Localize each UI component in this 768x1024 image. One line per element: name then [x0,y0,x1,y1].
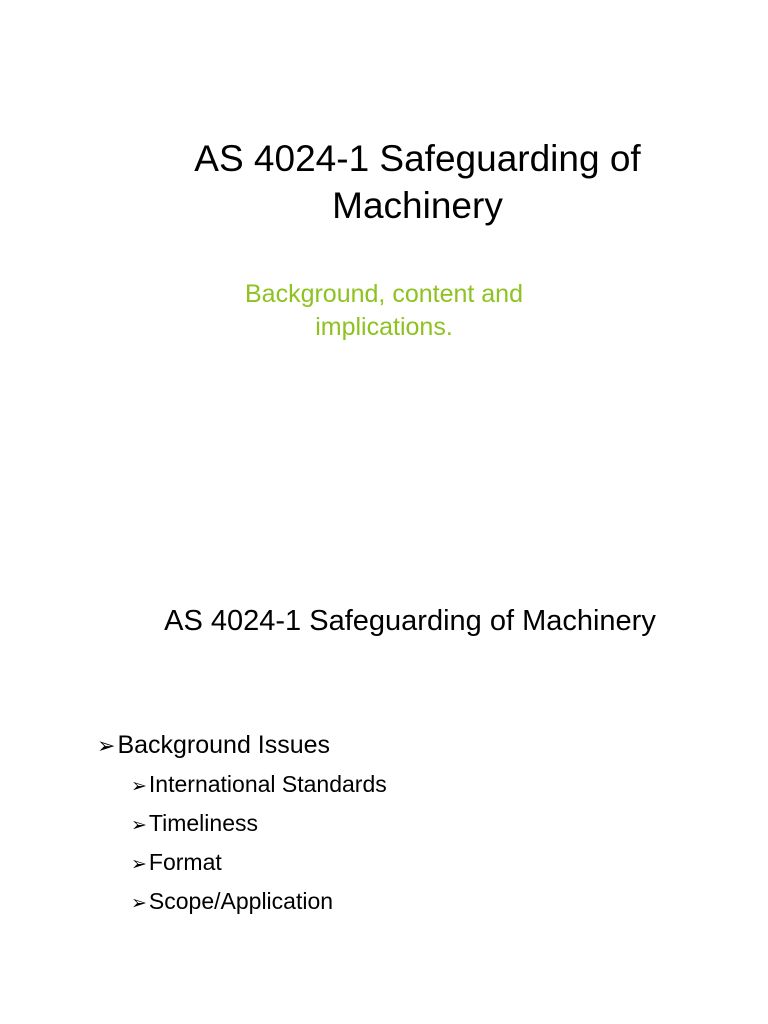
bullet-text: Background Issues [117,731,331,759]
sub-bullet-item [131,844,387,883]
slide-content [0,512,768,1024]
slide-subtitle: Background, content and implications. [245,280,523,341]
sub-bullet-text: Format [148,849,222,875]
slide-title-heading: AS 4024-1 Safeguarding of Machinery [194,138,641,226]
sub-bullet-list [97,766,387,922]
arrow-bullet-icon: ➢ [131,815,147,836]
bullet-item [97,727,387,922]
arrow-bullet-icon: ➢ [131,854,147,875]
sub-bullet-item [131,883,387,922]
sub-bullet-item [131,766,387,805]
sub-bullet-item [131,805,387,844]
arrow-bullet-icon: ➢ [97,733,116,758]
bullet-list [97,727,387,922]
sub-bullet-text: Scope/Application [148,888,334,914]
arrow-bullet-icon: ➢ [131,893,147,914]
slide-content-heading: AS 4024-1 Safeguarding of Machinery [164,605,656,637]
sub-bullet-text: Timeliness [148,810,258,836]
bullet-row [97,727,387,764]
sub-bullet-text: International Standards [148,771,387,797]
arrow-bullet-icon: ➢ [131,776,147,797]
